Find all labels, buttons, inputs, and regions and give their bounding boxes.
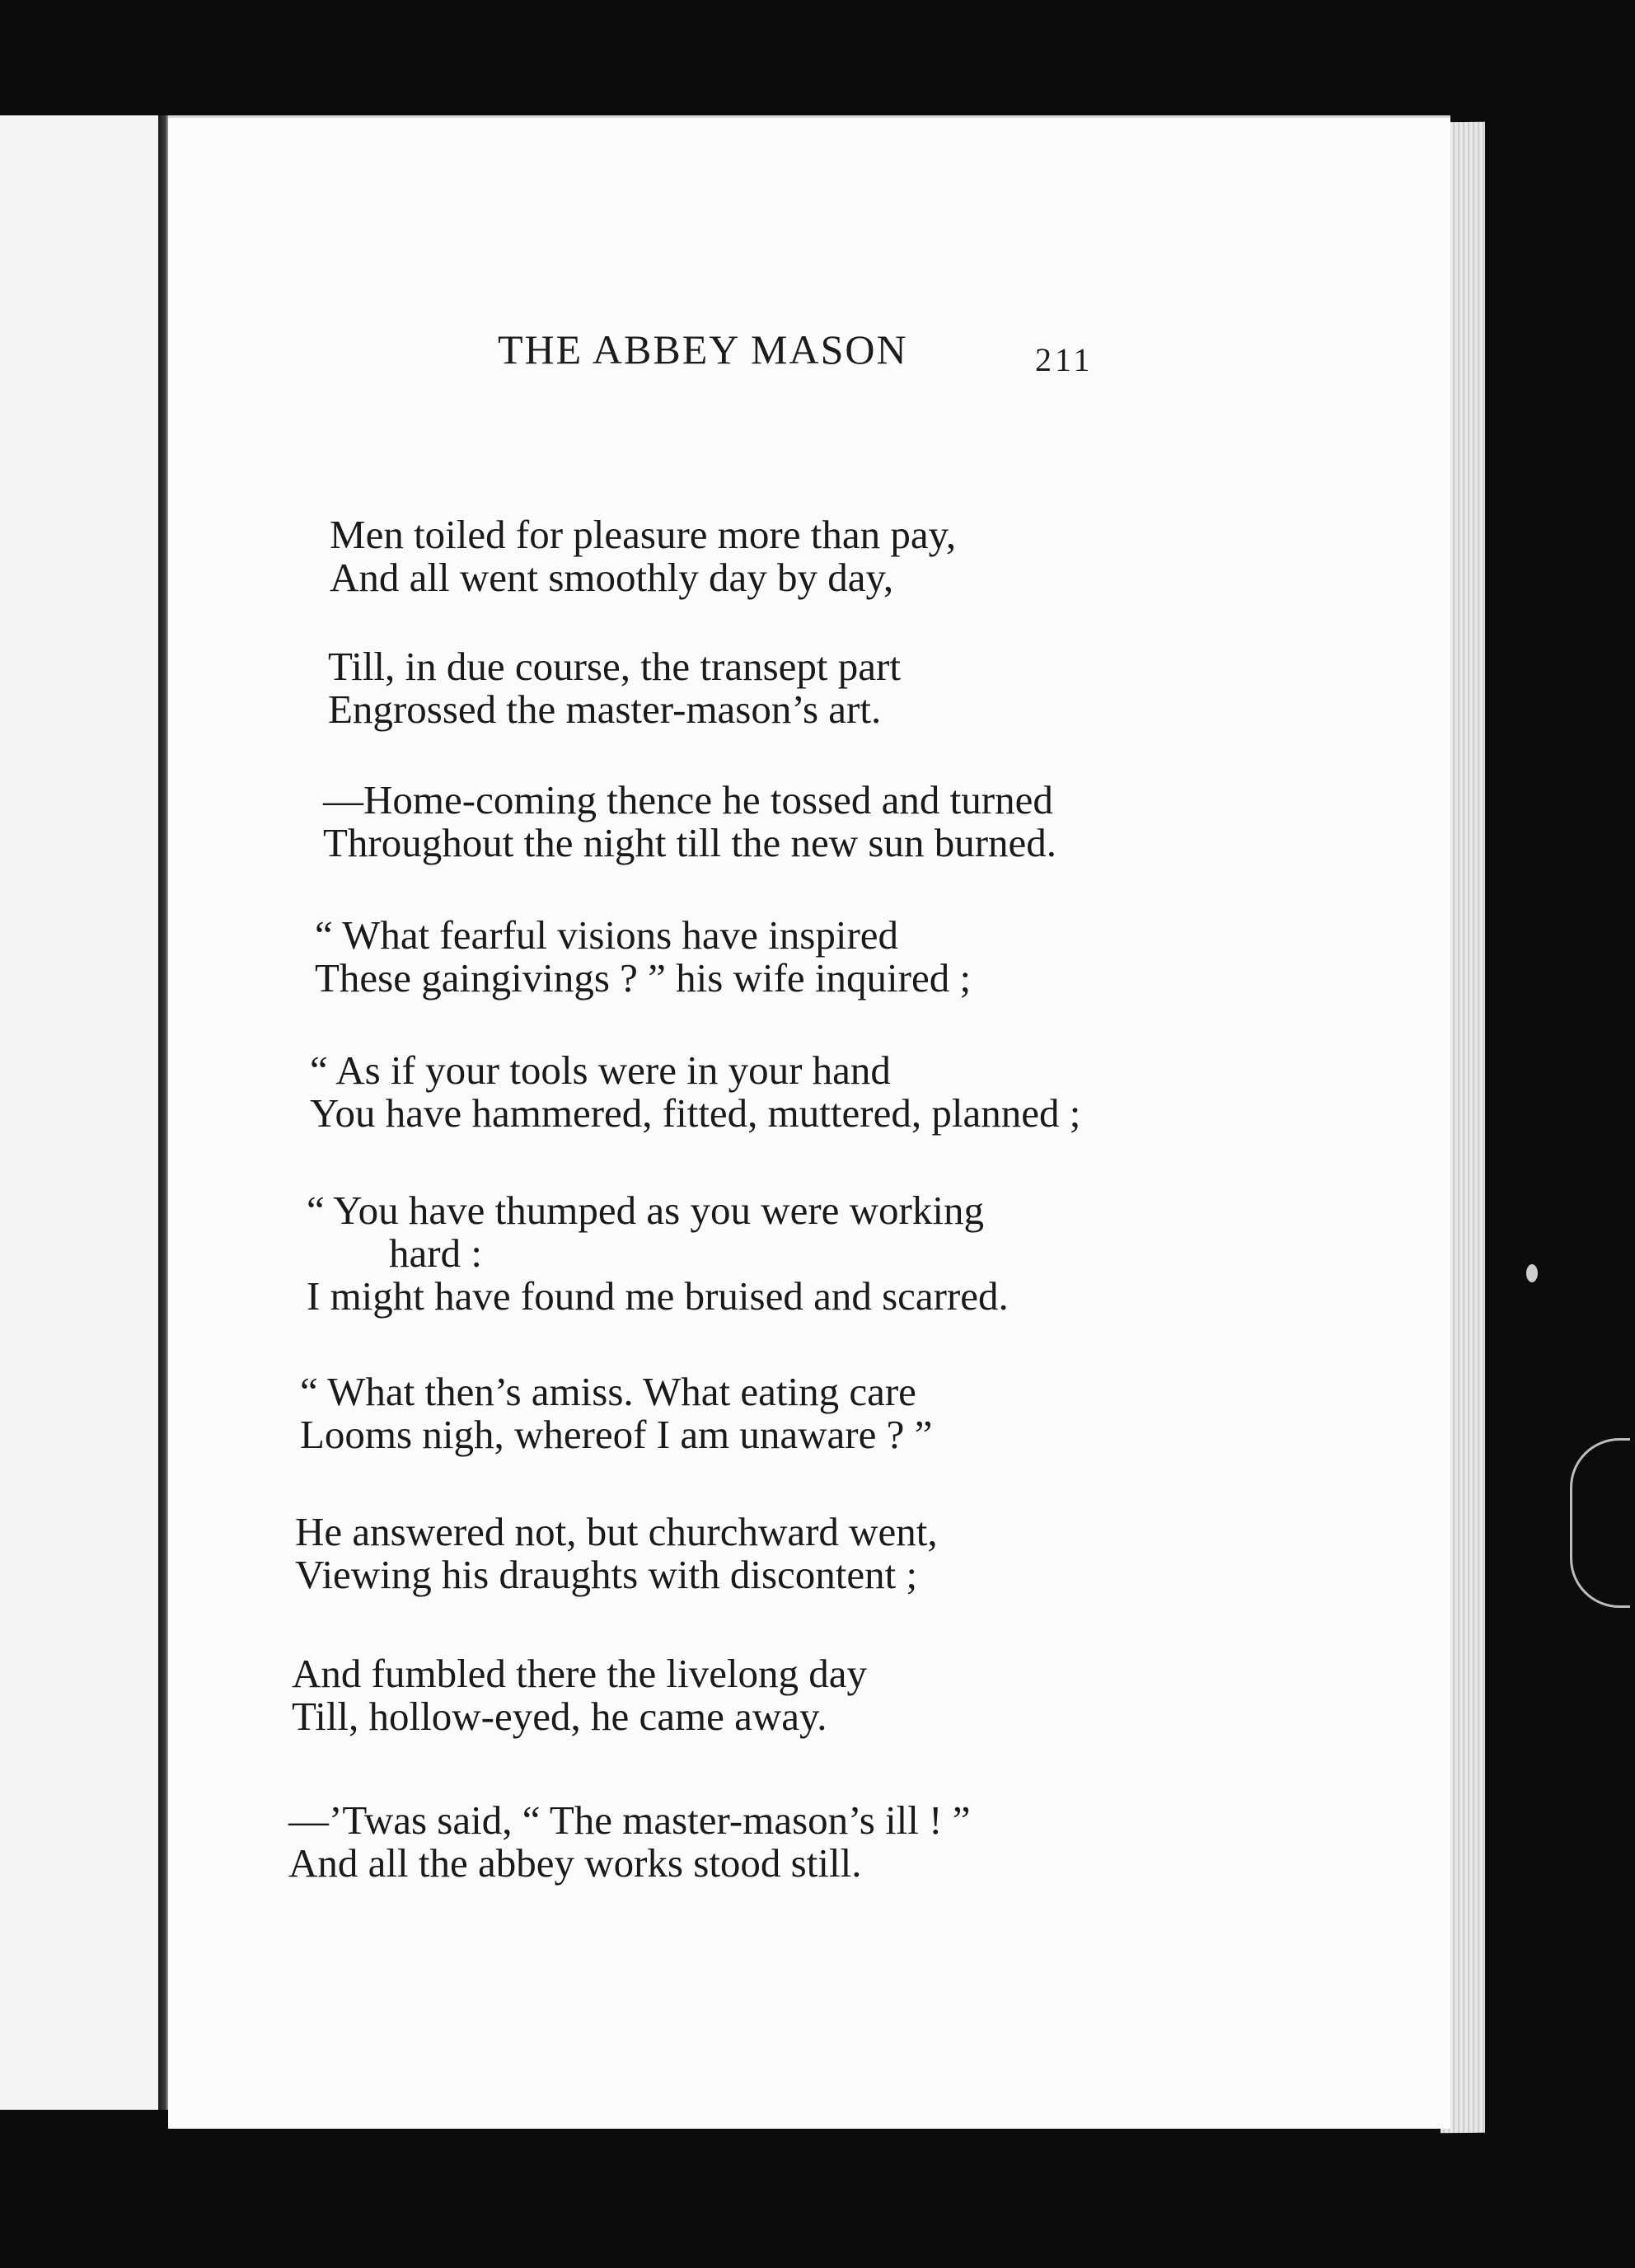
stanza xyxy=(328,645,901,731)
poem-line: You have hammered, fitted, muttered, planned ; xyxy=(310,1090,1081,1136)
stanza xyxy=(300,1371,932,1456)
stanza xyxy=(323,779,1056,865)
poem-line: Till, hollow-eyed, he came away. xyxy=(292,1694,827,1739)
stanza xyxy=(330,513,956,599)
poem-line: He answered not, but churchward went, xyxy=(295,1509,938,1554)
poem-line: These gaingivings ? ” his wife inquired ; xyxy=(315,955,972,1000)
poem-line: And fumbled there the livelong day xyxy=(292,1651,868,1696)
poem-line: I might have found me bruised and scarred. xyxy=(307,1273,1009,1319)
poem-line: —’Twas said, “ The master-mason’s ill ! ” xyxy=(288,1797,971,1843)
stanza xyxy=(307,1189,1009,1318)
running-head: THE ABBEY MASON xyxy=(498,326,908,373)
poem-line: hard : xyxy=(389,1230,482,1276)
poem-line: “ What fearful visions have inspired xyxy=(315,912,899,958)
poem-line: Throughout the night till the new sun burned. xyxy=(323,820,1057,865)
poem-line: And all went smoothly day by day, xyxy=(330,555,894,600)
poem-line: —Home-coming thence he tossed and turned xyxy=(323,777,1053,822)
stanza xyxy=(288,1799,970,1885)
page-number: 211 xyxy=(1035,341,1094,378)
poem-line: Looms nigh, whereof I am unaware ? ” xyxy=(300,1412,933,1457)
book-page xyxy=(168,115,1450,2129)
poem-line: “ As if your tools were in your hand xyxy=(310,1047,891,1093)
poem-line: Viewing his draughts with discontent ; xyxy=(295,1552,918,1597)
stanza xyxy=(295,1511,938,1596)
stanza xyxy=(315,914,971,1000)
bookmark-ribbon xyxy=(1570,1438,1630,1608)
stanza xyxy=(310,1049,1080,1135)
poem-line: “ What then’s amiss. What eating care xyxy=(300,1369,916,1414)
poem-line: Engrossed the master-mason’s art. xyxy=(328,686,882,732)
poem-line: “ You have thumped as you were working xyxy=(307,1188,984,1233)
poem-line: Men toiled for pleasure more than pay, xyxy=(330,512,957,557)
poem-line: And all the abbey works stood still. xyxy=(288,1840,862,1886)
stanza xyxy=(292,1652,867,1738)
previous-page-edge xyxy=(0,115,163,2110)
poem-line: Till, in due course, the transept part xyxy=(328,644,901,689)
dust-speck xyxy=(1526,1264,1538,1282)
